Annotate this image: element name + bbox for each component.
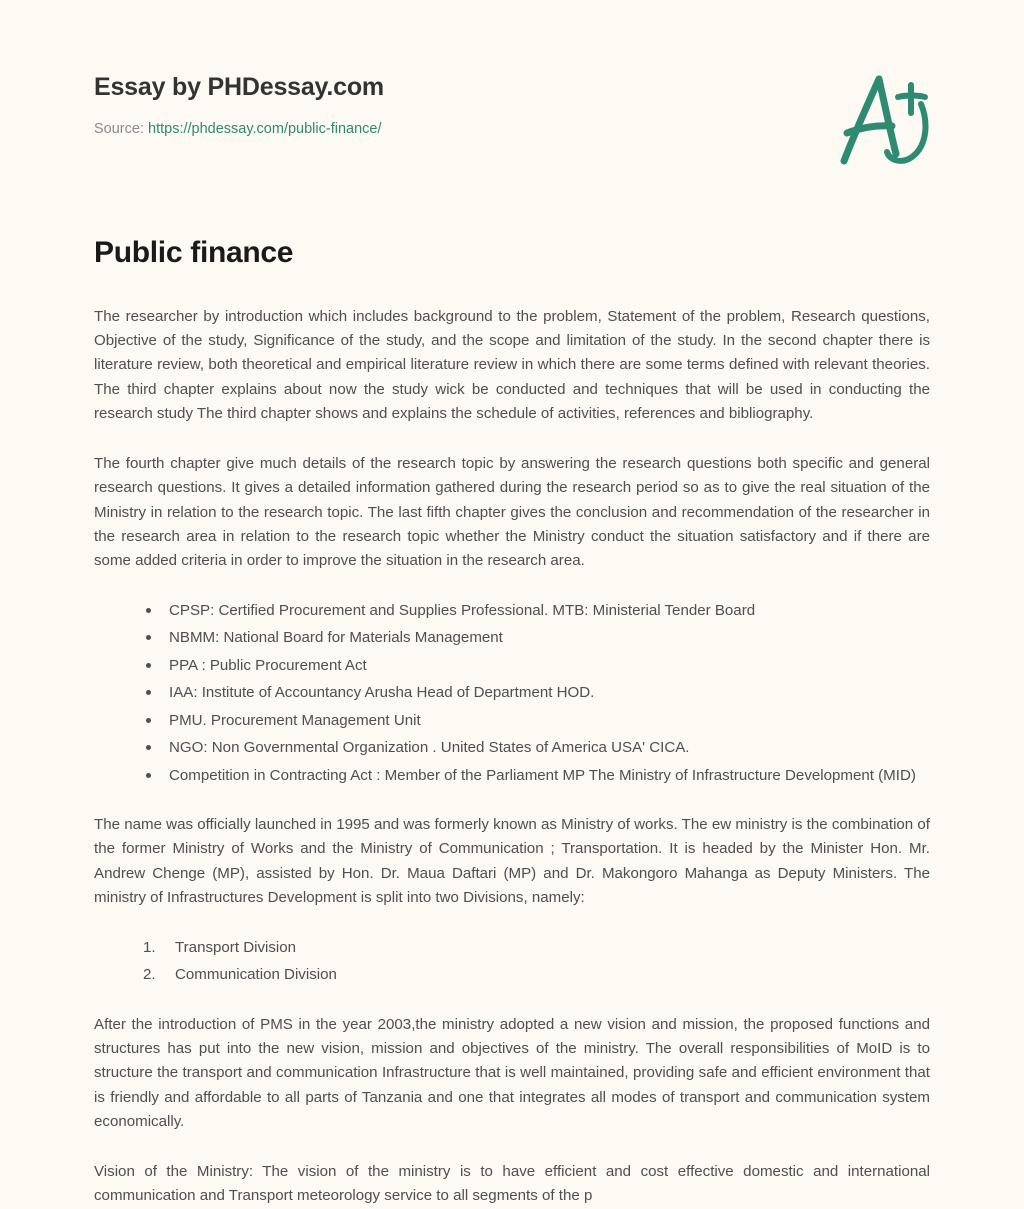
divisions-list xyxy=(94,936,930,988)
paragraph-3: The name was officially launched in 1995 and was formerly known as Ministry of works. The ew ministry is the combination of the former Ministry of Works and the Ministry of Communication ; Transportation. It is headed by the Minister Hon. Mr. Andrew Chenge (MP), assisted by Hon. Dr. Maua Daftari (MP) and Dr. Makongoro Mahanga as Deputy Ministers. The ministry of Infrastructures Development is split into two Divisions, namely: xyxy=(94,815,930,907)
paragraph-5: Vision of the Ministry: The vision of the ministry is to have efficient and cost effective domestic and international communication and Transport meteorology service to all segments of the p xyxy=(94,1162,930,1205)
page-header xyxy=(0,0,1024,174)
paragraph-2: The fourth chapter give much details of the research topic by answering the research questions both specific and general research questions. It gives a detailed information gathered during the research period so as to give the real situation of the Ministry in relation to the research topic. The last fifth chapter gives the conclusion and recommendation of the researcher in the research area in relation to the research topic whether the Ministry conduct the situation satisfactory and if there are some added criteria in order to improve the situation in the research area. xyxy=(94,454,930,570)
source-label: Source: xyxy=(94,121,144,137)
list-item: PMU. Procurement Management Unit xyxy=(143,709,930,733)
source-url-link[interactable]: https://phdessay.com/public-finance/ xyxy=(148,121,382,137)
list-item: Communication Division xyxy=(175,966,337,984)
source-line xyxy=(94,120,384,139)
list-item: NBMM: National Board for Materials Management xyxy=(143,626,930,650)
paragraph-1: The researcher by introduction which includes background to the problem, Statement of the problem, Research questions, Objective of the study, Significance of the study, and the scope and limitation of the study. In the second chapter there is literature review, both theoretical and empirical literature review in which there are some terms defined with relevant theories. The third chapter explains about now the study wick be conducted and techniques that will be used in conducting the research study The third chapter shows and explains the schedule of activities, references and bibliography. xyxy=(94,307,930,423)
list-item: PPA : Public Procurement Act xyxy=(143,654,930,678)
header-left-block xyxy=(94,72,384,139)
page-title: Public finance xyxy=(94,236,294,269)
paragraph-4: After the introduction of PMS in the year 2003,the ministry adopted a new vision and mission, the proposed functions and structures has put into the new vision, mission and objectives of the ministry. The overall responsibilities of MoID is to structure the transport and communication Infrastructure that is well maintained, providing safe and efficient environment that is friendly and affordable to all parts of Tanzania and one that integrates all modes of transport and communication system economically. xyxy=(94,1015,930,1131)
brand-title: Essay by PHDessay.com xyxy=(94,73,384,101)
aplus-logo-icon xyxy=(822,66,938,174)
list-item: Transport Division xyxy=(175,938,297,956)
list-item: Competition in Contracting Act : Member of the Parliament MP The Ministry of Infrastructure Development (MID) xyxy=(143,764,930,788)
essay-content xyxy=(0,236,1024,1209)
list-item: NGO: Non Governmental Organization . United States of America USA' CICA. xyxy=(143,736,930,760)
list-item: IAA: Institute of Accountancy Arusha Head of Department HOD. xyxy=(143,681,930,705)
abbreviation-list xyxy=(94,599,930,788)
list-item: CPSP: Certified Procurement and Supplies Professional. MTB: Ministerial Tender Board xyxy=(143,599,930,623)
